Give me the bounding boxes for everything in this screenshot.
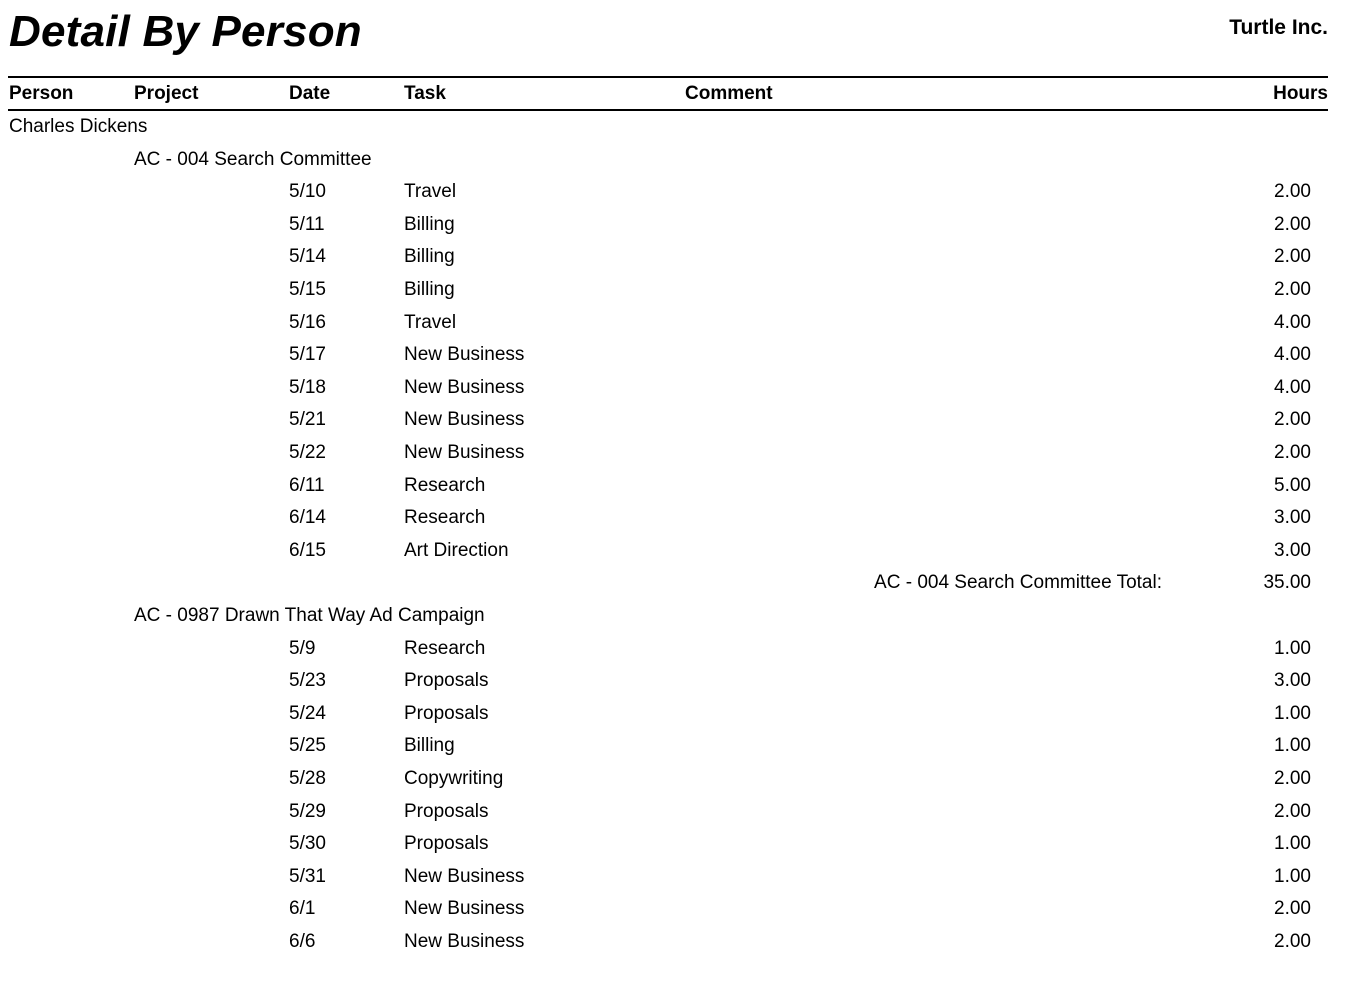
project-total-label: AC - 004 Search Committee Total:	[874, 572, 1162, 593]
project-total-hours: 35.00	[1263, 572, 1311, 593]
entry-task: Travel	[404, 181, 457, 202]
entry-hours: 2.00	[1274, 409, 1311, 430]
report-title: Detail By Person	[9, 7, 362, 56]
entry-hours: 4.00	[1274, 377, 1311, 398]
entry-hours: 2.00	[1274, 898, 1311, 919]
entry-task: Research	[404, 475, 486, 496]
entry-date: 5/9	[289, 638, 316, 659]
header-bottom-rule	[8, 109, 1328, 111]
entry-row	[0, 213, 1348, 245]
entry-date: 5/18	[289, 377, 326, 398]
entry-hours: 1.00	[1274, 703, 1311, 724]
entry-hours: 2.00	[1274, 246, 1311, 267]
entry-hours: 2.00	[1274, 279, 1311, 300]
entry-hours: 1.00	[1274, 833, 1311, 854]
column-header-hours: Hours	[1273, 83, 1328, 104]
project-heading-row	[0, 148, 1348, 180]
entry-task: New Business	[404, 931, 525, 952]
entry-hours: 3.00	[1274, 540, 1311, 561]
entry-task: Billing	[404, 735, 455, 756]
entry-hours: 1.00	[1274, 735, 1311, 756]
entry-date: 5/16	[289, 312, 326, 333]
entry-date: 5/10	[289, 181, 326, 202]
entry-row	[0, 702, 1348, 734]
entry-hours: 3.00	[1274, 670, 1311, 691]
entry-task: Research	[404, 638, 486, 659]
entry-hours: 4.00	[1274, 312, 1311, 333]
entry-task: New Business	[404, 442, 525, 463]
entry-date: 5/25	[289, 735, 326, 756]
entry-row	[0, 539, 1348, 571]
entry-date: 5/28	[289, 768, 326, 789]
column-header-task: Task	[404, 83, 446, 104]
entry-date: 5/21	[289, 409, 326, 430]
entry-date: 5/14	[289, 246, 326, 267]
entry-task: New Business	[404, 866, 525, 887]
entry-hours: 4.00	[1274, 344, 1311, 365]
entry-task: Proposals	[404, 801, 489, 822]
entry-date: 5/31	[289, 866, 326, 887]
entry-row	[0, 669, 1348, 701]
entry-hours: 2.00	[1274, 801, 1311, 822]
entry-row	[0, 637, 1348, 669]
entry-row	[0, 897, 1348, 929]
entry-hours: 1.00	[1274, 638, 1311, 659]
entry-task: Proposals	[404, 670, 489, 691]
entry-date: 5/29	[289, 801, 326, 822]
entry-date: 6/11	[289, 475, 325, 496]
entry-row	[0, 800, 1348, 832]
entry-row	[0, 767, 1348, 799]
entry-date: 5/30	[289, 833, 326, 854]
entry-task: Billing	[404, 214, 455, 235]
entry-row	[0, 506, 1348, 538]
project-heading: AC - 0987 Drawn That Way Ad Campaign	[134, 605, 485, 626]
entry-row	[0, 343, 1348, 375]
entry-date: 5/22	[289, 442, 326, 463]
column-header-date: Date	[289, 83, 331, 104]
entry-date: 5/24	[289, 703, 326, 724]
entry-hours: 2.00	[1274, 768, 1311, 789]
entry-date: 5/15	[289, 279, 326, 300]
entry-row	[0, 376, 1348, 408]
entry-row	[0, 930, 1348, 962]
column-header-person: Person	[9, 83, 74, 104]
person-row	[0, 115, 1348, 147]
entry-task: Research	[404, 507, 486, 528]
entry-row	[0, 311, 1348, 343]
header-top-rule	[8, 76, 1328, 78]
entry-date: 6/14	[289, 507, 326, 528]
company-name: Turtle Inc.	[1229, 16, 1328, 39]
entry-hours: 5.00	[1274, 475, 1311, 496]
entry-row	[0, 245, 1348, 277]
column-header-project: Project	[134, 83, 199, 104]
entry-date: 5/11	[289, 214, 325, 235]
entry-hours: 2.00	[1274, 442, 1311, 463]
entry-task: Billing	[404, 246, 455, 267]
entry-task: Proposals	[404, 703, 489, 724]
entry-row	[0, 441, 1348, 473]
column-header-comment: Comment	[685, 83, 773, 104]
project-heading-row	[0, 604, 1348, 636]
entry-hours: 2.00	[1274, 214, 1311, 235]
project-total-row	[0, 571, 1348, 603]
entry-row	[0, 832, 1348, 864]
person-name: Charles Dickens	[9, 116, 148, 137]
entry-date: 5/17	[289, 344, 326, 365]
entry-row	[0, 474, 1348, 506]
entry-date: 5/23	[289, 670, 326, 691]
entry-hours: 3.00	[1274, 507, 1311, 528]
entry-row	[0, 408, 1348, 440]
entry-task: Proposals	[404, 833, 489, 854]
entry-task: Art Direction	[404, 540, 509, 561]
entry-row	[0, 278, 1348, 310]
entry-task: New Business	[404, 898, 525, 919]
entry-task: Copywriting	[404, 768, 504, 789]
entry-task: Travel	[404, 312, 457, 333]
entry-task: Billing	[404, 279, 455, 300]
entry-row	[0, 734, 1348, 766]
entry-row	[0, 865, 1348, 897]
entry-hours: 1.00	[1274, 866, 1311, 887]
entry-task: New Business	[404, 377, 525, 398]
entry-date: 6/6	[289, 931, 316, 952]
entry-task: New Business	[404, 344, 525, 365]
entry-hours: 2.00	[1274, 181, 1311, 202]
project-heading: AC - 004 Search Committee	[134, 149, 372, 170]
entry-task: New Business	[404, 409, 525, 430]
entry-hours: 2.00	[1274, 931, 1311, 952]
entry-date: 6/1	[289, 898, 316, 919]
entry-date: 6/15	[289, 540, 326, 561]
entry-row	[0, 180, 1348, 212]
